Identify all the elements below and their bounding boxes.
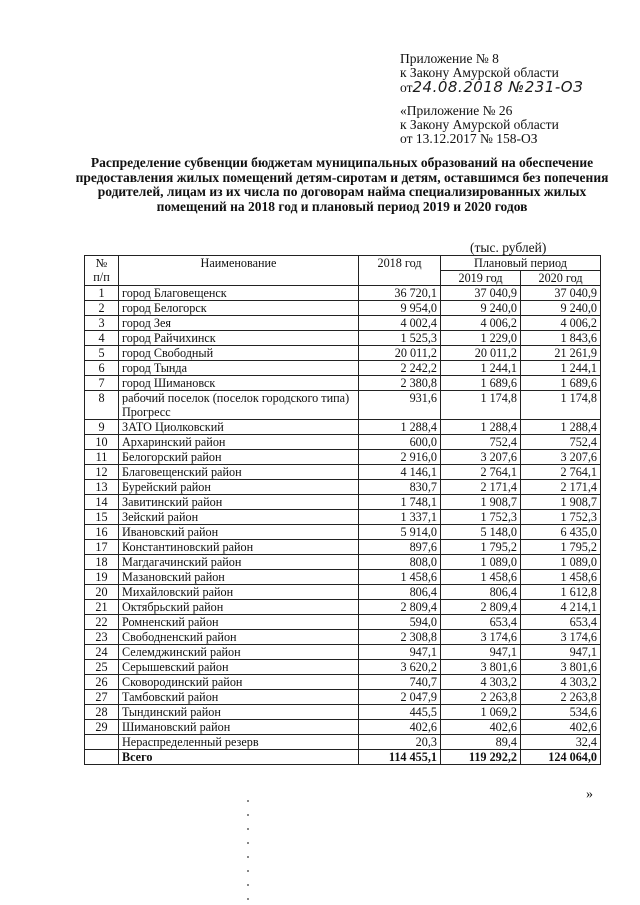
row-number: 9 xyxy=(85,420,119,435)
row-number xyxy=(85,735,119,750)
row-number: 12 xyxy=(85,465,119,480)
row-value-2020: 653,4 xyxy=(521,615,601,630)
row-value-2020: 1 752,3 xyxy=(521,510,601,525)
row-value-2020: 2 171,4 xyxy=(521,480,601,495)
row-value-2018: 402,6 xyxy=(359,720,441,735)
row-value-2018: 3 620,2 xyxy=(359,660,441,675)
row-value-2019: 947,1 xyxy=(441,645,521,660)
table-row xyxy=(85,690,601,705)
table-row xyxy=(85,420,601,435)
table-row xyxy=(85,555,601,570)
row-name: город Благовещенск xyxy=(119,286,359,301)
row-name: Завитинский район xyxy=(119,495,359,510)
row-name: Сковородинский район xyxy=(119,675,359,690)
row-value-2020: 1 908,7 xyxy=(521,495,601,510)
row-number: 8 xyxy=(85,391,119,420)
row-value-2020: 4 006,2 xyxy=(521,316,601,331)
row-value-2020: 37 040,9 xyxy=(521,286,601,301)
row-name: город Шимановск xyxy=(119,376,359,391)
row-name: город Тында xyxy=(119,361,359,376)
row-value-2019: 2 263,8 xyxy=(441,690,521,705)
table-row xyxy=(85,675,601,690)
appendix-law-ref: к Закону Амурской области xyxy=(400,65,559,80)
appendix-date-line xyxy=(400,80,583,95)
unit-note: (тыс. рублей) xyxy=(470,240,547,255)
row-number: 7 xyxy=(85,376,119,391)
row-value-2019: 89,4 xyxy=(441,735,521,750)
row-value-2019: 1 089,0 xyxy=(441,555,521,570)
total-2020: 124 064,0 xyxy=(521,750,601,765)
row-name: Ромненский район xyxy=(119,615,359,630)
row-value-2019: 1 795,2 xyxy=(441,540,521,555)
row-name: Свободненский район xyxy=(119,630,359,645)
row-value-2020: 1 288,4 xyxy=(521,420,601,435)
row-value-2020: 1 244,1 xyxy=(521,361,601,376)
row-value-2020: 6 435,0 xyxy=(521,525,601,540)
row-value-2019: 3 801,6 xyxy=(441,660,521,675)
table-row xyxy=(85,480,601,495)
row-name: ЗАТО Циолковский xyxy=(119,420,359,435)
col-header-number: № п/п xyxy=(85,256,119,286)
total-number-blank xyxy=(85,750,119,765)
table-row xyxy=(85,735,601,750)
appendix-number: Приложение № 8 xyxy=(400,51,499,66)
col-header-planned-period: Плановый период xyxy=(441,256,601,271)
row-number: 2 xyxy=(85,301,119,316)
row-number: 26 xyxy=(85,675,119,690)
row-value-2018: 1 748,1 xyxy=(359,495,441,510)
row-number: 23 xyxy=(85,630,119,645)
row-value-2020: 1 458,6 xyxy=(521,570,601,585)
row-number: 17 xyxy=(85,540,119,555)
date-prefix: от xyxy=(400,80,413,95)
row-value-2018: 445,5 xyxy=(359,705,441,720)
row-value-2018: 806,4 xyxy=(359,585,441,600)
row-value-2019: 1 244,1 xyxy=(441,361,521,376)
row-number: 25 xyxy=(85,660,119,675)
row-value-2018: 931,6 xyxy=(359,391,441,420)
row-value-2019: 1 174,8 xyxy=(441,391,521,420)
row-number: 22 xyxy=(85,615,119,630)
table-row xyxy=(85,316,601,331)
row-name: Шимановский район xyxy=(119,720,359,735)
row-value-2018: 600,0 xyxy=(359,435,441,450)
row-value-2019: 3 207,6 xyxy=(441,450,521,465)
row-name: Тындинский район xyxy=(119,705,359,720)
row-value-2020: 402,6 xyxy=(521,720,601,735)
row-number: 11 xyxy=(85,450,119,465)
row-value-2018: 1 458,6 xyxy=(359,570,441,585)
row-value-2018: 740,7 xyxy=(359,675,441,690)
total-2018: 114 455,1 xyxy=(359,750,441,765)
table-row xyxy=(85,301,601,316)
row-value-2018: 4 146,1 xyxy=(359,465,441,480)
row-name: Благовещенский район xyxy=(119,465,359,480)
row-value-2020: 534,6 xyxy=(521,705,601,720)
row-value-2018: 2 380,8 xyxy=(359,376,441,391)
row-name: город Белогорск xyxy=(119,301,359,316)
row-name: Михайловский район xyxy=(119,585,359,600)
row-value-2020: 752,4 xyxy=(521,435,601,450)
row-value-2018: 947,1 xyxy=(359,645,441,660)
row-name: Константиновский район xyxy=(119,540,359,555)
row-value-2018: 9 954,0 xyxy=(359,301,441,316)
table-total-row xyxy=(85,750,601,765)
row-number: 13 xyxy=(85,480,119,495)
table-row xyxy=(85,331,601,346)
table-row xyxy=(85,705,601,720)
row-value-2020: 32,4 xyxy=(521,735,601,750)
scan-margin-marks xyxy=(247,800,249,900)
row-number: 10 xyxy=(85,435,119,450)
table-row xyxy=(85,660,601,675)
row-value-2019: 2 809,4 xyxy=(441,600,521,615)
row-number: 19 xyxy=(85,570,119,585)
row-number: 21 xyxy=(85,600,119,615)
row-name: Зейский район xyxy=(119,510,359,525)
table-row xyxy=(85,600,601,615)
col-header-name: Наименование xyxy=(119,256,359,286)
row-value-2019: 20 011,2 xyxy=(441,346,521,361)
table-row xyxy=(85,435,601,450)
row-value-2019: 402,6 xyxy=(441,720,521,735)
col-header-2020: 2020 год xyxy=(521,271,601,286)
row-name: Мазановский район xyxy=(119,570,359,585)
table-row xyxy=(85,346,601,361)
row-number: 27 xyxy=(85,690,119,705)
row-value-2020: 4 303,2 xyxy=(521,675,601,690)
row-value-2018: 2 308,8 xyxy=(359,630,441,645)
row-name: Белогорский район xyxy=(119,450,359,465)
row-value-2019: 1 752,3 xyxy=(441,510,521,525)
row-number: 24 xyxy=(85,645,119,660)
total-2019: 119 292,2 xyxy=(441,750,521,765)
row-value-2019: 2 764,1 xyxy=(441,465,521,480)
row-value-2019: 2 171,4 xyxy=(441,480,521,495)
row-value-2018: 2 916,0 xyxy=(359,450,441,465)
row-value-2018: 20 011,2 xyxy=(359,346,441,361)
table-row xyxy=(85,376,601,391)
row-value-2020: 3 174,6 xyxy=(521,630,601,645)
row-value-2019: 37 040,9 xyxy=(441,286,521,301)
row-value-2020: 2 764,1 xyxy=(521,465,601,480)
subvention-table xyxy=(84,255,601,765)
document-title: Распределение субвенции бюджетам муниципальных образований на обеспечение предоставления жилых помещений детям-сиротам и детям, оставшимся без попечения родителей, лицам из их числа по договорам найма специализированных жилых помещений на 2018 год и плановый период 2019 и 2020 годов xyxy=(75,155,609,214)
table-row xyxy=(85,720,601,735)
row-value-2019: 1 458,6 xyxy=(441,570,521,585)
table-header-row xyxy=(85,256,601,271)
row-value-2018: 2 047,9 xyxy=(359,690,441,705)
row-number: 3 xyxy=(85,316,119,331)
row-value-2019: 806,4 xyxy=(441,585,521,600)
row-name: город Райчихинск xyxy=(119,331,359,346)
table-row xyxy=(85,465,601,480)
row-value-2020: 21 261,9 xyxy=(521,346,601,361)
row-value-2019: 9 240,0 xyxy=(441,301,521,316)
table-body xyxy=(85,286,601,765)
row-value-2020: 1 843,6 xyxy=(521,331,601,346)
row-value-2019: 5 148,0 xyxy=(441,525,521,540)
row-number: 20 xyxy=(85,585,119,600)
row-value-2020: 4 214,1 xyxy=(521,600,601,615)
row-name: Архаринский район xyxy=(119,435,359,450)
row-value-2019: 653,4 xyxy=(441,615,521,630)
row-value-2019: 4 006,2 xyxy=(441,316,521,331)
row-number: 29 xyxy=(85,720,119,735)
table-row xyxy=(85,391,601,420)
row-value-2019: 1 288,4 xyxy=(441,420,521,435)
row-value-2018: 1 337,1 xyxy=(359,510,441,525)
row-name: рабочий поселок (поселок городского типа) Прогресс xyxy=(119,391,359,420)
row-value-2018: 20,3 xyxy=(359,735,441,750)
table-row xyxy=(85,495,601,510)
row-value-2020: 9 240,0 xyxy=(521,301,601,316)
table-row xyxy=(85,645,601,660)
original-appendix-law-ref: к Закону Амурской области xyxy=(400,117,559,132)
row-value-2020: 1 089,0 xyxy=(521,555,601,570)
row-value-2019: 1 229,0 xyxy=(441,331,521,346)
row-name: Бурейский район xyxy=(119,480,359,495)
original-appendix-header xyxy=(400,104,559,146)
row-number: 1 xyxy=(85,286,119,301)
row-value-2018: 2 809,4 xyxy=(359,600,441,615)
row-value-2020: 1 689,6 xyxy=(521,376,601,391)
row-value-2018: 830,7 xyxy=(359,480,441,495)
table-row xyxy=(85,540,601,555)
row-name: Ивановский район xyxy=(119,525,359,540)
row-number: 14 xyxy=(85,495,119,510)
row-value-2019: 1 689,6 xyxy=(441,376,521,391)
row-value-2020: 1 795,2 xyxy=(521,540,601,555)
table-row xyxy=(85,630,601,645)
row-number: 15 xyxy=(85,510,119,525)
row-value-2018: 1 525,3 xyxy=(359,331,441,346)
row-value-2018: 594,0 xyxy=(359,615,441,630)
total-label: Всего xyxy=(119,750,359,765)
row-value-2019: 1 069,2 xyxy=(441,705,521,720)
row-number: 16 xyxy=(85,525,119,540)
row-value-2020: 3 801,6 xyxy=(521,660,601,675)
row-value-2018: 5 914,0 xyxy=(359,525,441,540)
table-row xyxy=(85,361,601,376)
table-row xyxy=(85,525,601,540)
row-value-2019: 1 908,7 xyxy=(441,495,521,510)
original-appendix-number: «Приложение № 26 xyxy=(400,103,513,118)
row-value-2020: 1 174,8 xyxy=(521,391,601,420)
table-row xyxy=(85,570,601,585)
table-row xyxy=(85,585,601,600)
row-name: Серышевский район xyxy=(119,660,359,675)
row-name: Селемджинский район xyxy=(119,645,359,660)
row-value-2018: 808,0 xyxy=(359,555,441,570)
row-number: 6 xyxy=(85,361,119,376)
row-name: город Зея xyxy=(119,316,359,331)
row-value-2018: 36 720,1 xyxy=(359,286,441,301)
row-value-2020: 947,1 xyxy=(521,645,601,660)
row-number: 28 xyxy=(85,705,119,720)
handwritten-date-number: 24.08.2018 №231-ОЗ xyxy=(412,78,584,96)
row-value-2020: 3 207,6 xyxy=(521,450,601,465)
row-name: Магдагачинский район xyxy=(119,555,359,570)
appendix-header xyxy=(400,52,583,95)
table-row xyxy=(85,450,601,465)
row-number: 18 xyxy=(85,555,119,570)
closing-quote: » xyxy=(586,787,593,802)
table-row xyxy=(85,510,601,525)
row-value-2018: 1 288,4 xyxy=(359,420,441,435)
row-value-2018: 897,6 xyxy=(359,540,441,555)
row-value-2020: 2 263,8 xyxy=(521,690,601,705)
row-name: Нераспределенный резерв xyxy=(119,735,359,750)
row-value-2018: 4 002,4 xyxy=(359,316,441,331)
row-value-2019: 3 174,6 xyxy=(441,630,521,645)
row-name: Тамбовский район xyxy=(119,690,359,705)
row-number: 4 xyxy=(85,331,119,346)
original-appendix-date: от 13.12.2017 № 158-ОЗ xyxy=(400,131,538,146)
col-header-2019: 2019 год xyxy=(441,271,521,286)
row-name: город Свободный xyxy=(119,346,359,361)
table-row xyxy=(85,286,601,301)
row-value-2019: 4 303,2 xyxy=(441,675,521,690)
row-value-2019: 752,4 xyxy=(441,435,521,450)
row-value-2018: 2 242,2 xyxy=(359,361,441,376)
row-name: Октябрьский район xyxy=(119,600,359,615)
col-header-2018: 2018 год xyxy=(359,256,441,286)
row-number: 5 xyxy=(85,346,119,361)
table-row xyxy=(85,615,601,630)
row-value-2020: 1 612,8 xyxy=(521,585,601,600)
